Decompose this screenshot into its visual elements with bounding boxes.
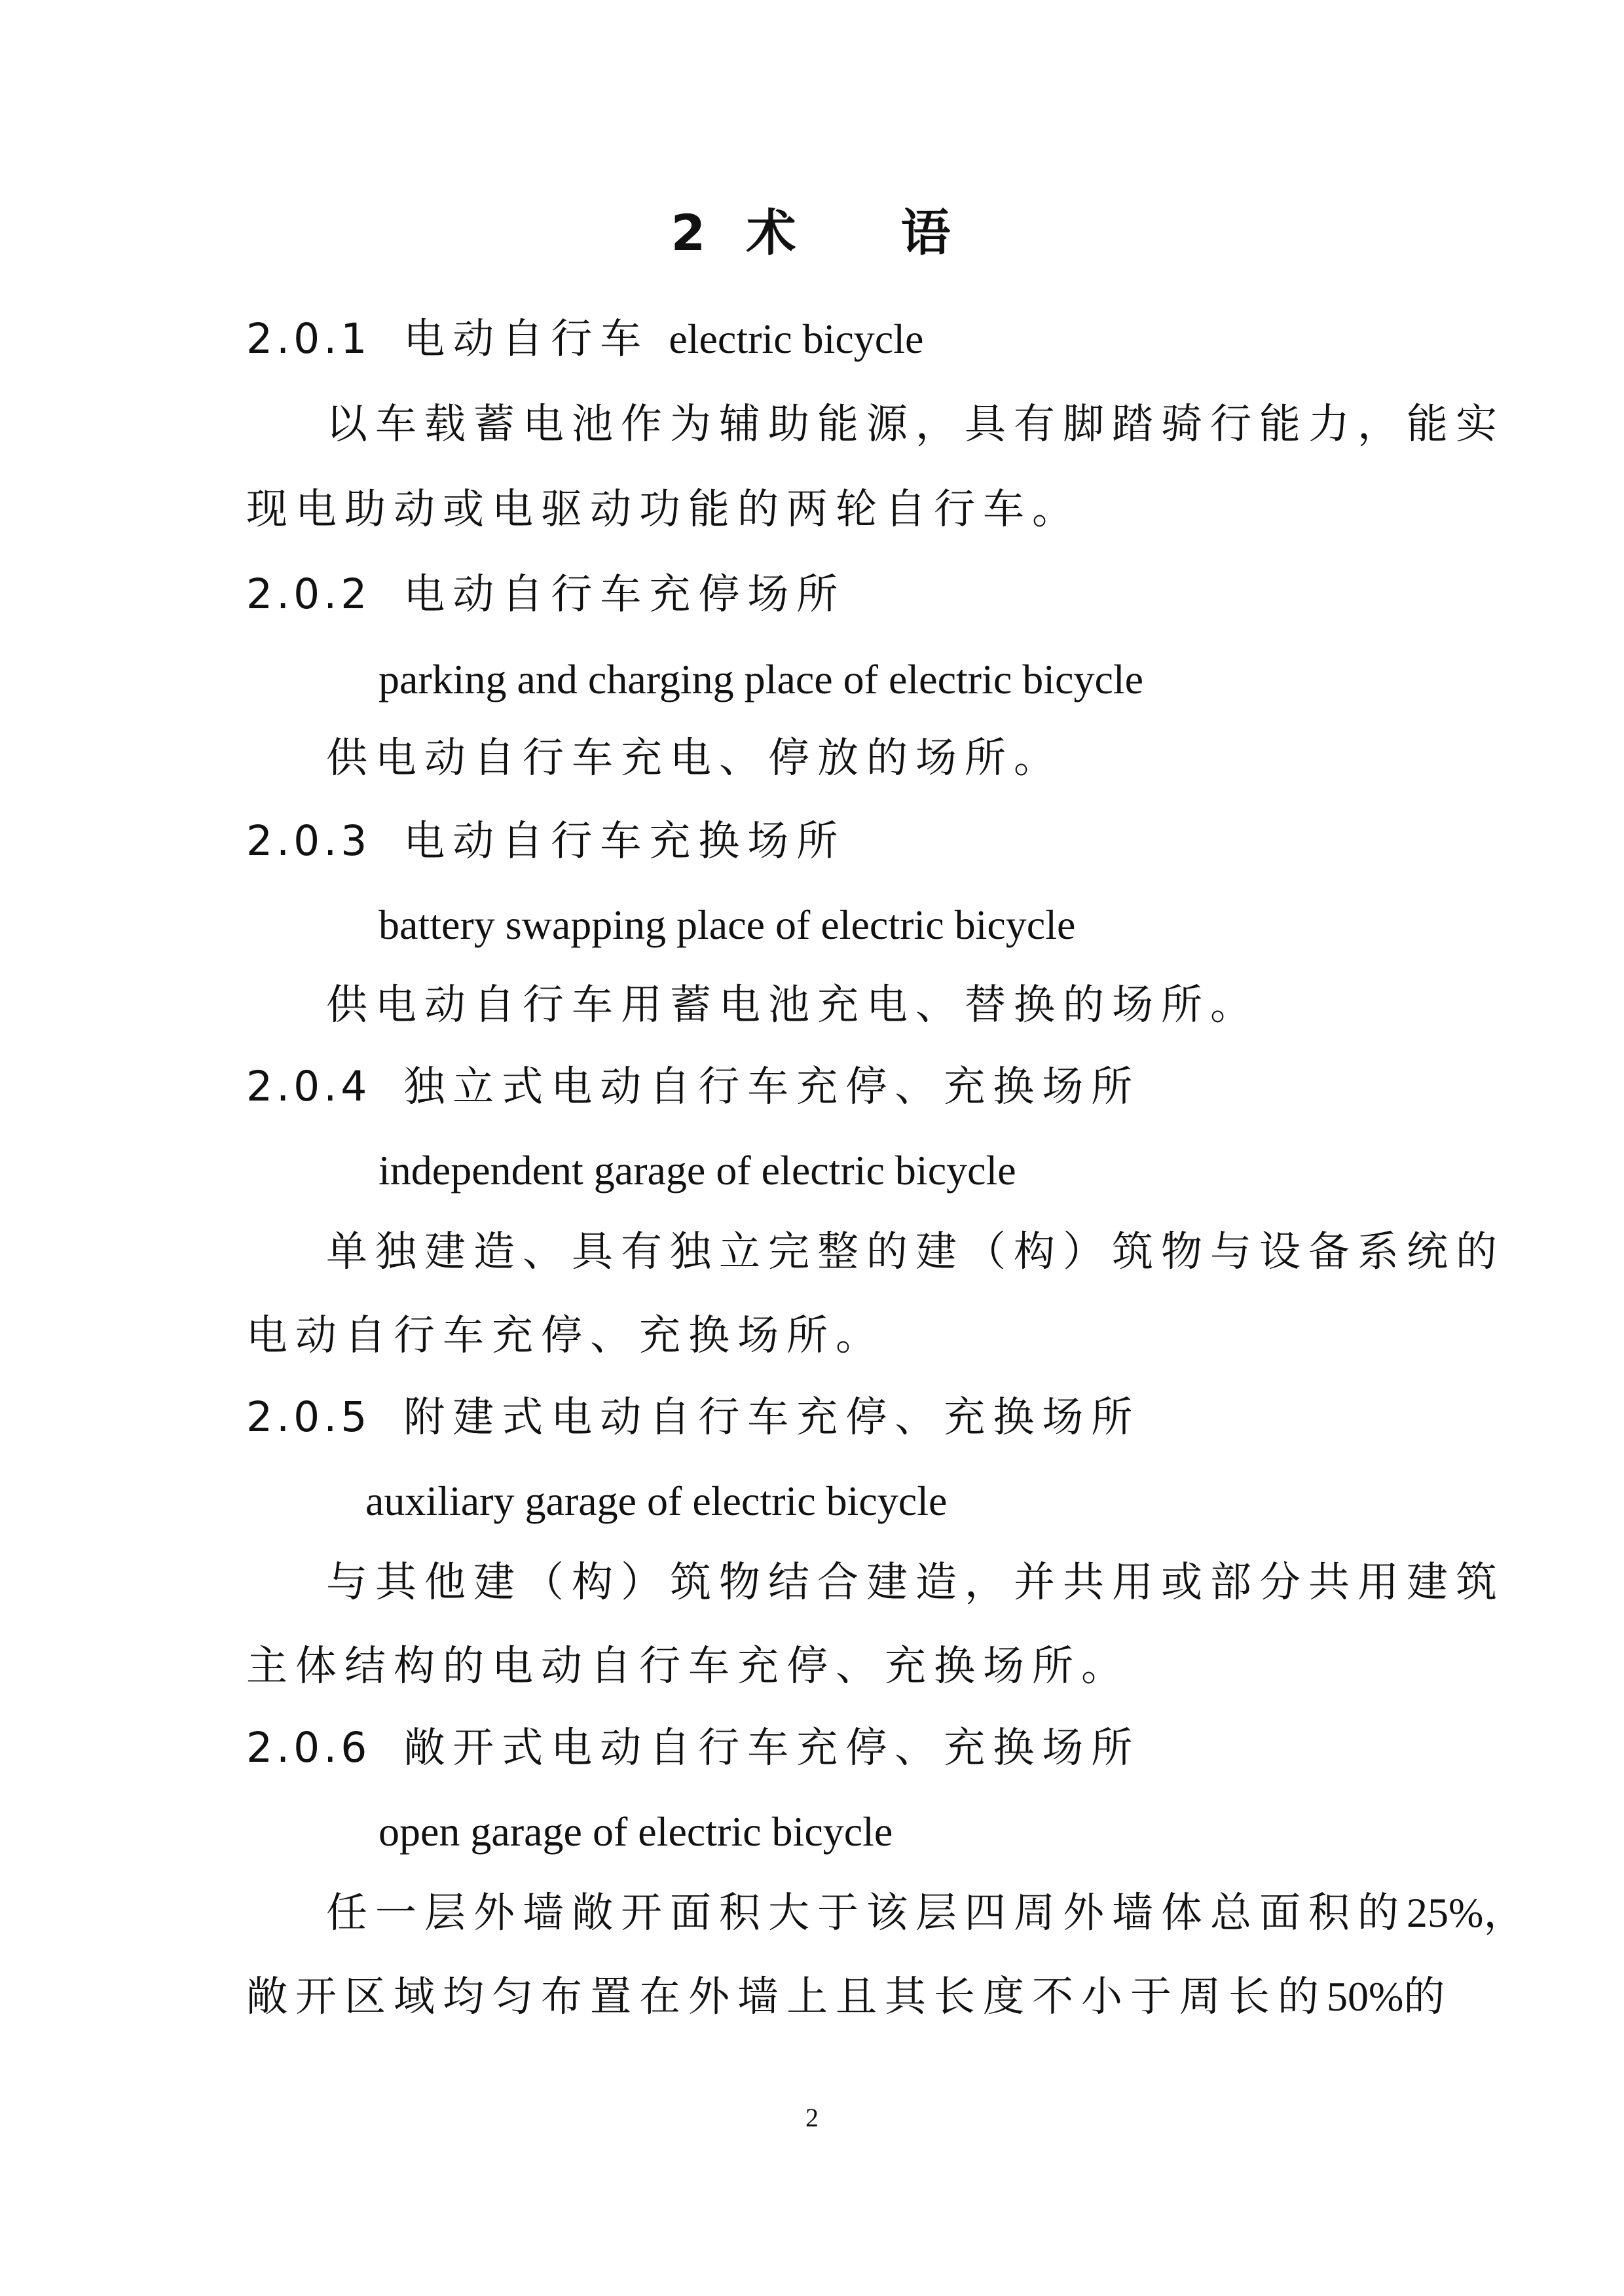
definition-text: 敞开区域均匀布置在外墙上且其长度不小于周长的 <box>246 1973 1327 2020</box>
term-chinese-name: 电动自行车充换场所 <box>403 817 846 865</box>
term-definition-line: 与其他建（构）筑物结合建造，并共用或部分共用建筑 <box>326 1558 1505 1606</box>
definition-percentage: 50% <box>1327 1973 1404 2020</box>
section-title <box>0 200 1624 266</box>
term-definition-line <box>326 1887 1525 1939</box>
term-chinese-name: 敞开式电动自行车充停、充换场所 <box>403 1724 1141 1772</box>
term-definition-line: 以车载蓄电池作为辅助能源，具有脚踏骑行能力，能实 <box>326 400 1505 448</box>
term-definition-line: 电动自行车充停、充换场所。 <box>246 1311 885 1359</box>
term-chinese-name: 独立式电动自行车充停、充换场所 <box>403 1063 1141 1110</box>
term-heading <box>246 313 923 365</box>
term-number: 2.0.3 <box>246 817 371 865</box>
term-definition-line: 现电助动或电驱动功能的两轮自行车。 <box>246 485 1081 533</box>
definition-percentage: 25%， <box>1407 1889 1526 1936</box>
term-definition-line: 单独建造、具有独立完整的建（构）筑物与设备系统的 <box>326 1228 1505 1275</box>
term-heading <box>246 1722 1140 1774</box>
term-english-name: electric bicycle <box>669 316 924 362</box>
section-title-char-1: 术 <box>746 204 799 262</box>
term-english-name: battery swapping place of electric bicycle <box>378 902 1076 948</box>
term-definition-line: 供电动自行车充电、停放的场所。 <box>326 734 1063 782</box>
section-title-char-2: 语 <box>900 204 953 262</box>
definition-text: 的 <box>1403 1973 1453 2020</box>
term-heading <box>246 1061 1140 1113</box>
page-number: 2 <box>805 2103 819 2132</box>
term-heading <box>246 568 845 621</box>
term-number: 2.0.5 <box>246 1393 371 1441</box>
term-definition-line: 供电动自行车用蓄电池充电、替换的场所。 <box>326 981 1259 1029</box>
term-number: 2.0.6 <box>246 1724 371 1772</box>
term-definition-line: 主体结构的电动自行车充停、充换场所。 <box>246 1642 1130 1690</box>
term-chinese-name: 附建式电动自行车充停、充换场所 <box>403 1393 1141 1441</box>
term-english-name: independent garage of electric bicycle <box>378 1147 1016 1194</box>
term-definition-line <box>246 1971 1452 2023</box>
term-english-name: open garage of electric bicycle <box>378 1808 893 1855</box>
term-chinese-name: 电动自行车 <box>403 315 650 363</box>
term-chinese-name: 电动自行车充停场所 <box>403 570 846 618</box>
term-number: 2.0.2 <box>246 570 371 618</box>
term-number: 2.0.4 <box>246 1063 371 1110</box>
section-number: 2 <box>671 204 709 262</box>
term-english-name: auxiliary garage of electric bicycle <box>365 1478 948 1524</box>
term-heading <box>246 815 845 867</box>
term-number: 2.0.1 <box>246 315 371 363</box>
term-heading <box>246 1391 1140 1444</box>
term-english-name: parking and charging place of electric bicycle <box>378 656 1144 702</box>
definition-text: 任一层外墙敞开面积大于该层四周外墙体总面积的 <box>326 1889 1407 1937</box>
